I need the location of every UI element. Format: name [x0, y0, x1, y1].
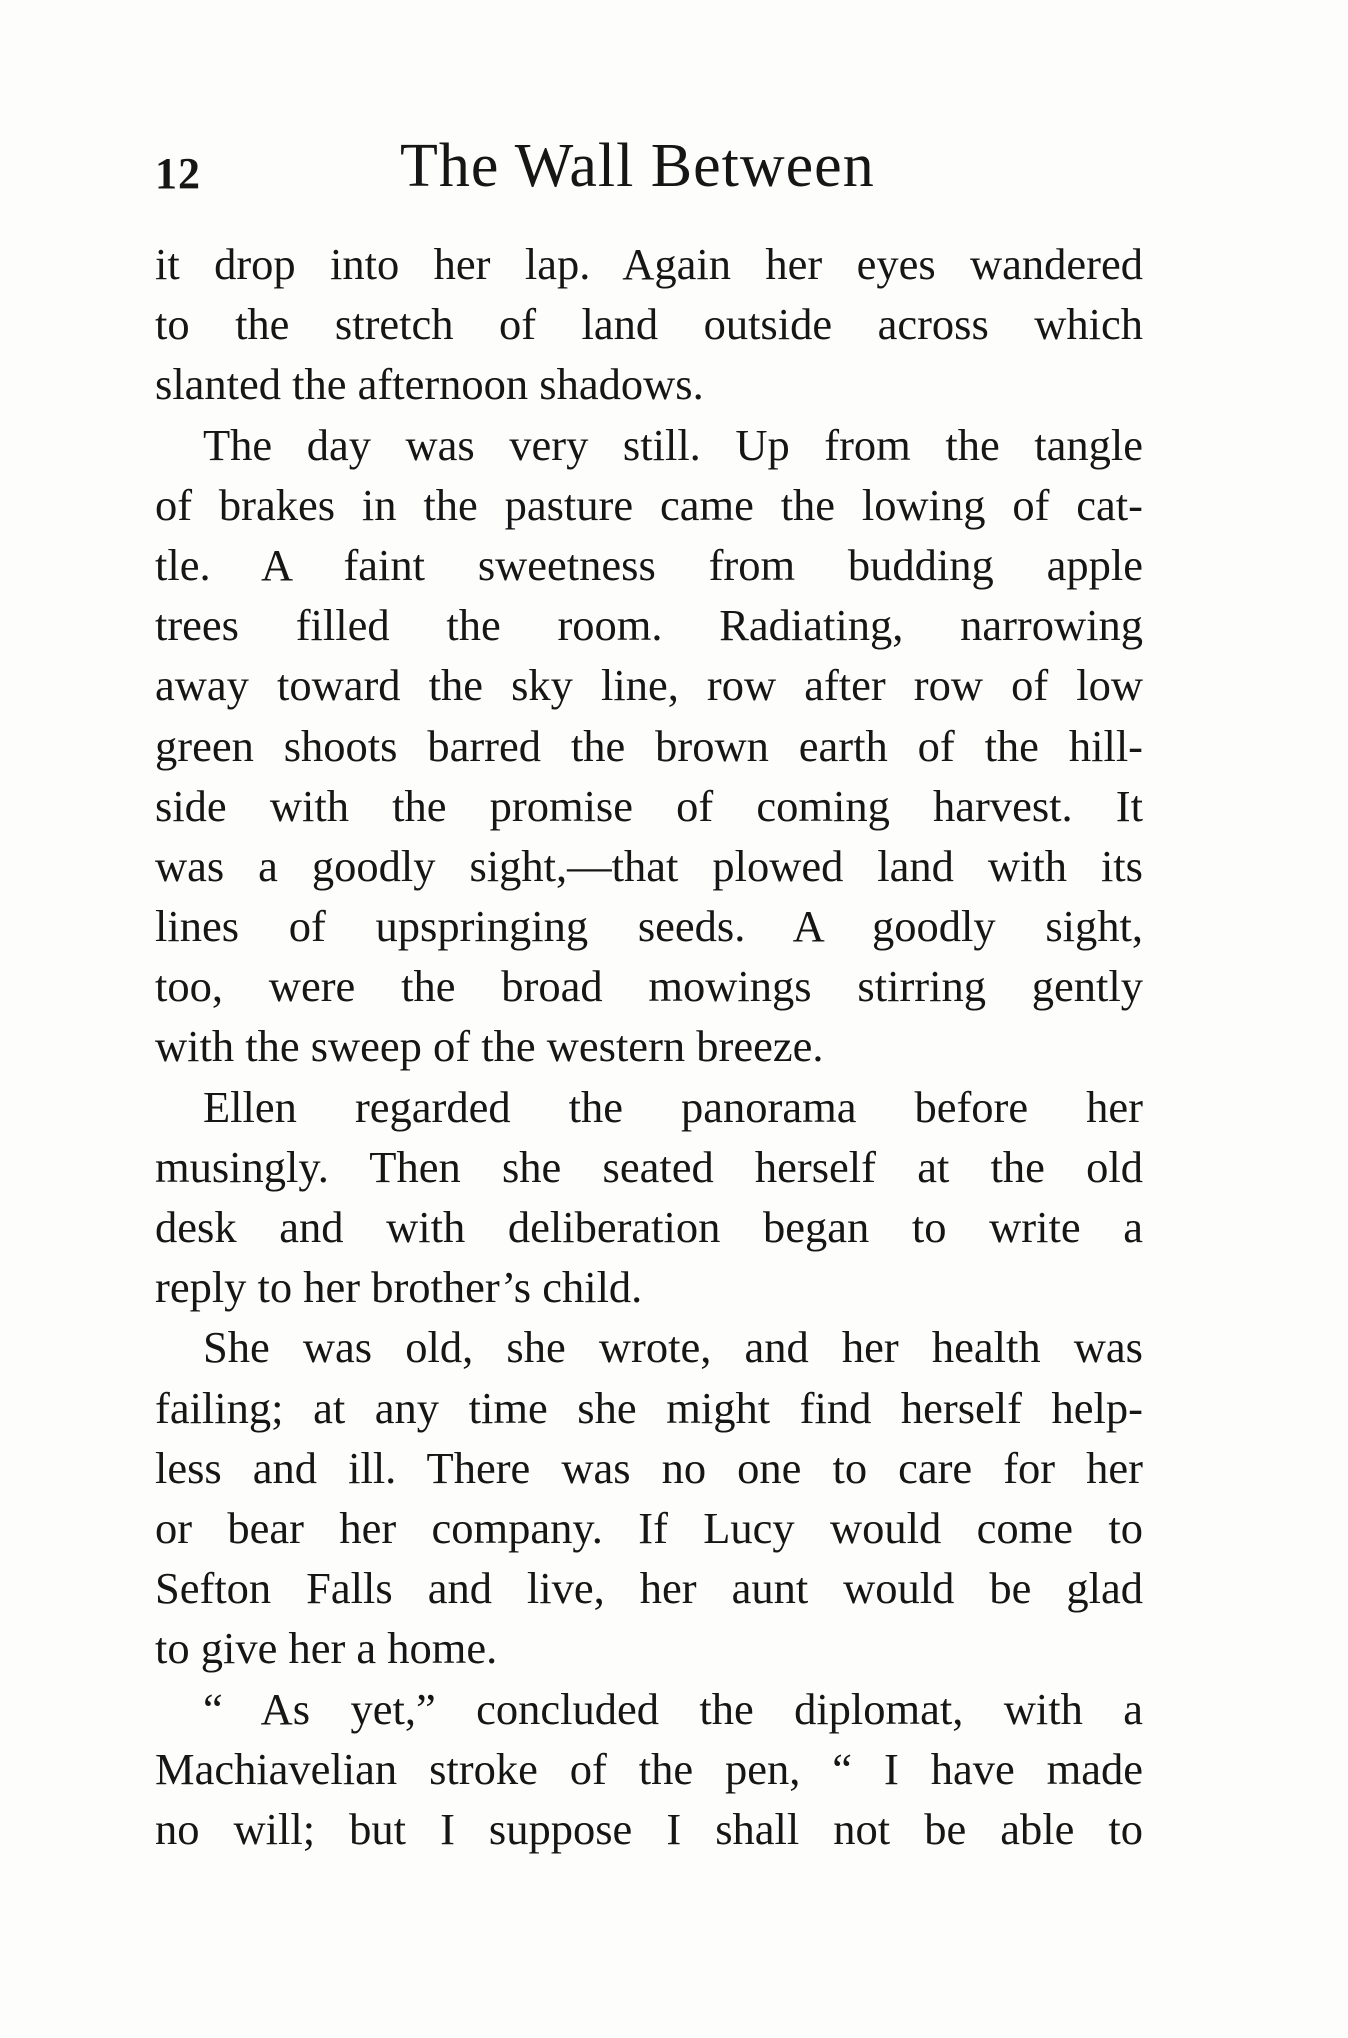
text-line: to the stretch of land outside across which — [155, 299, 1143, 350]
running-head — [155, 130, 1155, 210]
running-title: The Wall Between — [400, 132, 875, 200]
text-line: Machiavelian stroke of the pen, “ I have made — [155, 1743, 1143, 1794]
text-line: it drop into her lap. Again her eyes wandered — [155, 239, 1143, 289]
text-line: of brakes in the pasture came the lowing of cat- — [155, 479, 1143, 530]
text-line: was a goodly sight,—that plowed land with its — [155, 840, 1143, 891]
body-text — [155, 234, 1143, 1859]
text-line: The day was very still. Up from the tangle — [203, 419, 1143, 470]
text-line: too, were the broad mowings stirring gently — [155, 961, 1143, 1012]
text-line: tle. A faint sweetness from budding apple — [155, 539, 1143, 590]
text-line: She was old, she wrote, and her health was — [203, 1322, 1143, 1373]
text-line: away toward the sky line, row after row of low — [155, 660, 1143, 711]
text-line: or bear her company. If Lucy would come to — [155, 1502, 1143, 1553]
text-line: to give her a home. — [155, 1623, 498, 1674]
text-line: no will; but I suppose I shall not be able to — [155, 1803, 1143, 1854]
text-line: less and ill. There was no one to care for her — [155, 1442, 1143, 1493]
text-line: slanted the afternoon shadows. — [155, 359, 704, 410]
text-line: Sefton Falls and live, her aunt would be glad — [155, 1563, 1143, 1614]
text-line: lines of upspringing seeds. A goodly sight, — [155, 901, 1143, 952]
text-line: failing; at any time she might find herself help- — [155, 1382, 1143, 1433]
text-line: green shoots barred the brown earth of the hill- — [155, 720, 1143, 771]
text-line: Ellen regarded the panorama before her — [203, 1081, 1143, 1132]
text-line: musingly. Then she seated herself at the old — [155, 1141, 1143, 1192]
text-line: with the sweep of the western breeze. — [155, 1021, 824, 1072]
text-line: trees filled the room. Radiating, narrowing — [155, 600, 1143, 651]
text-line: desk and with deliberation began to write a — [155, 1202, 1143, 1252]
page-number: 12 — [155, 149, 201, 198]
text-line: “ As yet,” concluded the diplomat, with a — [203, 1683, 1143, 1734]
text-line: side with the promise of coming harvest. It — [155, 780, 1143, 831]
text-line: reply to her brother’s child. — [155, 1262, 643, 1313]
